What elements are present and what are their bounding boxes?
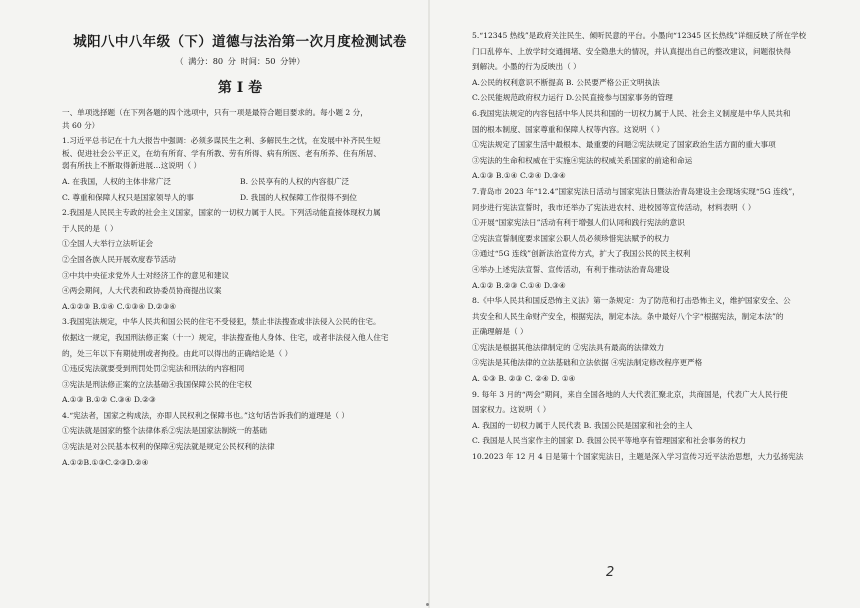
- statement-line: ③宪法是对公民基本权利的保障④宪法就是规定公民权利的法律: [62, 442, 275, 452]
- question-line: 同步进行宪法宣誓时，我市还举办了宪法进农村、进校园等宣传活动，材料表明（ ）: [472, 202, 756, 212]
- question-line: 到解决。小墨的行为反映出（ ）: [472, 62, 581, 72]
- question-line: 7.青岛市 2023 年“12.4”国家宪法日活动与国家宪法日暨法治青岛建设主会现场实现“5G 连线”，: [472, 186, 800, 196]
- answer-options: A.公民的权利意识不断提高 B. 公民要严格公正文明执法: [472, 77, 660, 87]
- question-line: 9. 每年 3 月的“两会”期间，来自全国各地的人大代表汇聚北京，共商国是，代表广大人民行使: [472, 389, 788, 399]
- statement-line: ③中共中央征求党外人士对经济工作的意见和建议: [62, 270, 230, 280]
- answer-options: A.①②B.①③C.②③D.②④: [62, 457, 149, 467]
- option: B. 公民享有的人权的内容很广泛: [240, 176, 350, 186]
- answer-options: C.公民能规范政府权力运行 D.公民直接参与国家事务的管理: [472, 93, 673, 103]
- statement-line: ④两会期间，人大代表和政协委员协商提出议案: [62, 286, 222, 296]
- question-line: 正确理解是（ ）: [472, 327, 528, 337]
- answer-options: C. 我国是人民当家作主的国家 D. 我国公民平等地享有管理国家和社会事务的权力: [472, 436, 747, 446]
- question-line: 于人民的是（ ）: [62, 223, 118, 233]
- option: D. 我国的人权保障工作很得不到位: [240, 192, 357, 202]
- statement-line: ②全国各族人民开展欢度春节活动: [62, 254, 176, 264]
- question-line: 5.“12345 热线”是政府关注民生、倾听民意的平台。小墨向“12345 区长热线”详细反映了所在学校: [472, 31, 807, 40]
- question-line: 2.我国是人民民主专政的社会主义国家，国家的一切权力属于人民。下列活动能直接体现权力属: [62, 208, 381, 218]
- answer-options: A. 我国的一切权力属于人民代表 B. 我国公民是国家和社会的主人: [472, 420, 693, 430]
- option-row: [62, 192, 418, 205]
- exam-title: 城阳八中八年级（下）道德与法治第一次月度检测试卷: [73, 34, 407, 50]
- question-line: 门口乱停车、上放学时交通拥堵、安全隐患大的情况，并认真提出自己的整改建议，问题很快得: [472, 46, 791, 56]
- answer-options: A. ①③ B. ②③ C. ②④ D. ①④: [472, 374, 576, 384]
- question-line: 弱有所扶上不断取得新进展…这说明（ ）: [62, 161, 202, 171]
- exam-meta: （ 满分：80 分 时间：50 分钟）: [175, 56, 305, 66]
- statement-line: ③宪法是刑法修正案的立法基础④我国保障公民的住宅权: [62, 379, 252, 389]
- section-heading: 一、单项选择题（在下列各题的四个选项中，只有一项是最符合题目要求的。每小题 2 分，: [62, 108, 368, 117]
- statement-line: ③宪法的生命和权威在于实施④宪法的权威关系国家的前途和命运: [472, 155, 693, 165]
- statement-line: ①违反宪法就要受到刑罚处罚②宪法和刑法的内容相同: [62, 364, 245, 374]
- statement-line: ①开展“国家宪法日”活动有利于增强人们认同和践行宪法的意识: [472, 218, 685, 228]
- statement-line: ①宪法是根据其他法律制定的 ②宪法具有最高的法律效力: [472, 342, 665, 352]
- question-line: 依据这一规定，我国刑法修正案（十一）规定，非法搜查他人身体、住宅，或者非法侵入他人住宅: [62, 332, 389, 342]
- answer-options: A.①③ B.①② C.③④ D.②③: [62, 395, 156, 405]
- option-row: [62, 176, 418, 189]
- answer-options: A.①② B.②③ C.①④ D.③④: [472, 280, 566, 290]
- statement-line: ③宪法是其他法律的立法基础和立法依据 ④宪法制定修改程序更严格: [472, 358, 703, 368]
- question-line: 4.“宪法者，国家之构成法，亦即人民权利之保障书也。”这句话告诉我们的道理是（ ）: [62, 410, 349, 420]
- question-line: 8.《中华人民共和国反恐怖主义法》第一条规定：为了防范和打击恐怖主义，维护国家安全、公: [472, 296, 791, 306]
- answer-options: A.①③ B.①④ C.②④ D.③④: [472, 171, 566, 181]
- statement-line: ①宪法规定了国家生活中最根本、最重要的问题②宪法规定了国家政治生活方面的重大事项: [472, 140, 776, 150]
- statement-line: ①全国人大举行立法听证会: [62, 239, 154, 249]
- question-line: 共安全和人民生命财产安全，根据宪法，制定本法。条中最好八个字“根据宪法，制定本法”的: [472, 311, 784, 321]
- question-line: 国家权力。这说明（ ）: [472, 405, 551, 415]
- question-line: 10.2023 年 12 月 4 日是第十个国家宪法日，主题是深入学习宣传习近平法治思想，大力弘扬宪法: [472, 452, 804, 462]
- section-heading-cont: 共 60 分）: [62, 120, 100, 130]
- question-line: 国的根本制度、国家尊重和保障人权等内容。这说明（ ）: [472, 124, 665, 134]
- answer-options: A.①②③ B.①④ C.①③④ D.②③④: [62, 301, 177, 311]
- page-number: 2: [606, 565, 615, 580]
- statement-line: ③通过“5G 连线”创新法治宣传方式，扩大了我国公民的民主权利: [472, 249, 691, 259]
- question-line: 的，处三年以下有期徒刑或者拘役。由此可以得出的正确结论是（ ）: [62, 348, 293, 358]
- question-line: 板、促进社会公平正义，在幼有所育、学有所教、劳有所得、病有所医、老有所养、住有所居、: [62, 148, 381, 158]
- right-page: [430, 0, 860, 608]
- scan-mark: [426, 603, 429, 606]
- volume-heading: 第 Ⅰ 卷: [217, 80, 263, 96]
- statement-line: ①宪法就是国家的整个法律体系②宪法是国家法制统一的基础: [62, 426, 268, 436]
- question-line: 1.习近平总书记在十九大报告中强调：必须多谋民生之利、多解民生之忧，在发展中补齐民生短: [62, 136, 381, 146]
- question-line: 3.我国宪法规定，中华人民共和国公民的住宅不受侵犯，禁止非法搜查或非法侵入公民的住宅。: [62, 317, 381, 327]
- statement-line: ④举办上述宪法宣誓、宣传活动，有利于推动法治青岛建设: [472, 264, 670, 274]
- option: C. 尊重和保障人权只是国家领导人的事: [62, 192, 194, 202]
- option: A. 在我国，人权的主体非常广泛: [62, 176, 172, 186]
- question-line: 6.我国宪法规定的内容包括中华人民共和国的一切权力属于人民、社会主义制度是中华人民共和: [472, 108, 791, 118]
- statement-line: ②宪法宣誓制度要求国家公职人员必须珍惜宪法赋予的权力: [472, 233, 670, 243]
